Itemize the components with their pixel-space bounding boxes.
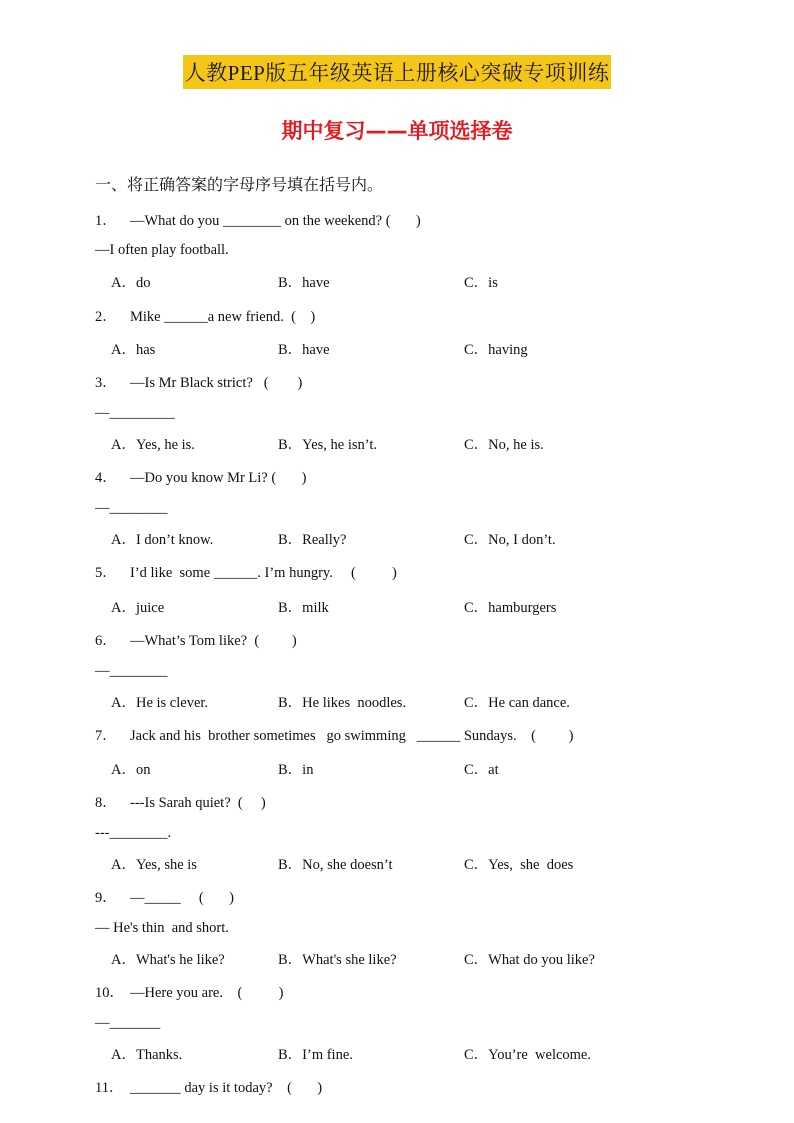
- answer-options: [111, 853, 711, 873]
- option-b: B．No, she doesn’t: [278, 857, 393, 873]
- banner-title: 人教PEP版五年级英语上册核心突破专项训练: [183, 55, 612, 89]
- option-a: A．He is clever.: [111, 695, 209, 711]
- question-2: [95, 305, 315, 326]
- question-number: 7．: [95, 728, 117, 744]
- question-response-line: —________: [95, 500, 168, 516]
- option-b: B．He likes noodles.: [278, 695, 407, 711]
- question-number: 1．: [95, 213, 117, 229]
- question-stem: —Here you are. ( ): [130, 985, 284, 1001]
- option-a: A．I don’t know.: [111, 532, 214, 548]
- answer-options: [111, 528, 711, 548]
- answer-options: [111, 271, 711, 291]
- question-number: 3．: [95, 375, 117, 391]
- question-response-line: ---________.: [95, 825, 172, 841]
- question-7: [95, 724, 573, 745]
- option-a: A．Thanks.: [111, 1047, 183, 1063]
- question-number: 8．: [95, 795, 117, 811]
- answer-options: [111, 948, 711, 968]
- question-number: 5．: [95, 565, 117, 581]
- option-c: C．at: [464, 762, 499, 778]
- question-stem: I’d like some ______. I’m hungry. ( ): [130, 565, 397, 581]
- option-b: B．milk: [278, 600, 329, 616]
- question-1: [95, 209, 421, 230]
- question-stem: Jack and his brother sometimes go swimming ______ Sundays. ( ): [130, 728, 574, 744]
- option-b: B．What's she like?: [278, 952, 397, 968]
- section-instruction: 一、将正确答案的字母序号填在括号内。: [95, 175, 384, 194]
- question-stem: ---Is Sarah quiet? ( ): [130, 795, 266, 811]
- option-c: C．He can dance.: [464, 695, 570, 711]
- question-stem: _______ day is it today? ( ): [130, 1080, 323, 1096]
- option-c: C．Yes, she does: [464, 857, 574, 873]
- option-c: C．having: [464, 342, 528, 358]
- question-number: 9．: [95, 890, 117, 906]
- option-c: C．is: [464, 275, 498, 291]
- option-a: A．has: [111, 342, 156, 358]
- question-number: 2．: [95, 309, 117, 325]
- answer-options: [111, 758, 711, 778]
- question-stem: —What’s Tom like? ( ): [130, 633, 297, 649]
- page-subtitle: 期中复习——单项选择卷: [281, 119, 513, 143]
- option-c: C．What do you like?: [464, 952, 595, 968]
- question-4: [95, 466, 306, 487]
- question-response-line: —_______: [95, 1015, 161, 1031]
- option-b: B．I’m fine.: [278, 1047, 353, 1063]
- question-9: [95, 886, 234, 907]
- question-response-line: —_________: [95, 405, 175, 421]
- question-8: [95, 791, 266, 812]
- option-b: B．Really?: [278, 532, 347, 548]
- question-11: [95, 1076, 322, 1097]
- question-stem: —Is Mr Black strict? ( ): [130, 375, 303, 391]
- option-b: B．in: [278, 762, 314, 778]
- question-stem: —What do you ________ on the weekend? ( ): [130, 213, 421, 229]
- option-c: C．You’re welcome.: [464, 1047, 591, 1063]
- question-number: 4．: [95, 470, 117, 486]
- question-number: 11．: [95, 1080, 124, 1096]
- question-response-line: — He's thin and short.: [95, 920, 229, 936]
- option-c: C．No, I don’t.: [464, 532, 556, 548]
- title-banner: [181, 55, 613, 88]
- question-5: [95, 561, 397, 582]
- answer-options: [111, 338, 711, 358]
- question-number: 10．: [95, 985, 124, 1001]
- question-response-line: —________: [95, 663, 168, 679]
- option-c: C．No, he is.: [464, 437, 544, 453]
- option-c: C．hamburgers: [464, 600, 557, 616]
- option-a: A．on: [111, 762, 151, 778]
- option-a: A．juice: [111, 600, 165, 616]
- option-a: A．Yes, he is.: [111, 437, 195, 453]
- option-b: B．have: [278, 342, 330, 358]
- option-a: A．do: [111, 275, 151, 291]
- question-number: 6．: [95, 633, 117, 649]
- question-stem: —Do you know Mr Li? ( ): [130, 470, 307, 486]
- question-6: [95, 629, 297, 650]
- answer-options: [111, 433, 711, 453]
- question-3: [95, 371, 302, 392]
- answer-options: [111, 596, 711, 616]
- question-stem: Mike ______a new friend. ( ): [130, 309, 316, 325]
- option-b: B．have: [278, 275, 330, 291]
- option-b: B．Yes, he isn’t.: [278, 437, 377, 453]
- answer-options: [111, 1043, 711, 1063]
- answer-options: [111, 691, 711, 711]
- question-stem: —_____ ( ): [130, 890, 234, 906]
- question-response-line: —I often play football.: [95, 242, 229, 258]
- option-a: A．What's he like?: [111, 952, 225, 968]
- option-a: A．Yes, she is: [111, 857, 197, 873]
- question-10: [95, 981, 283, 1002]
